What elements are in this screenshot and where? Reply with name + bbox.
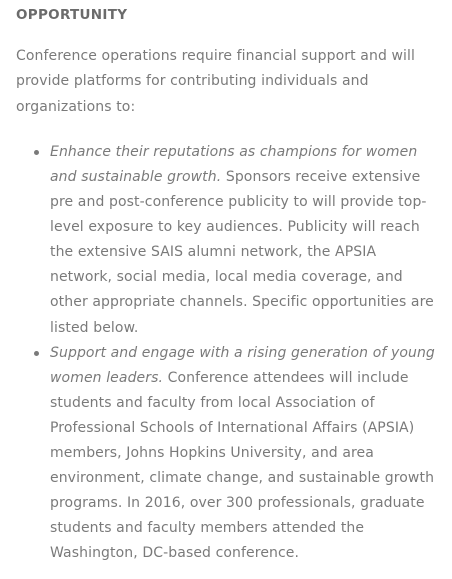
list-item-lead: Enhance their reputations as champions for women and sustainable growth. xyxy=(50,143,418,185)
list-item xyxy=(50,140,440,341)
bullet-icon xyxy=(34,351,39,356)
list-item xyxy=(50,341,440,567)
opportunity-list xyxy=(16,140,440,567)
section-heading: OPPORTUNITY xyxy=(16,7,128,23)
bullet-icon xyxy=(34,150,39,155)
intro-paragraph: Conference operations require financial support and will provide platforms for contributing individuals and organizations to: xyxy=(16,48,415,115)
list-item-body: Sponsors receive extensive pre and post-conference publicity to will provide top-level exposure to key audiences. Publicity will reach the extensive SAIS alumni network, the APSIA network, social media, local media coverage, and other appropriate channels. Specific opportunities are listed below. xyxy=(50,168,434,336)
list-item-lead: Support and engage with a rising generation of young women leaders. xyxy=(50,344,435,386)
list-item-body: Conference attendees will include students and faculty from local Association of Professional Schools of International Affairs (APSIA) members, Johns Hopkins University, and area environment, climate change, and sustainable growth programs. In 2016, over 300 professionals, graduate students and faculty members attended the Washington, DC-based conference. xyxy=(50,369,435,562)
